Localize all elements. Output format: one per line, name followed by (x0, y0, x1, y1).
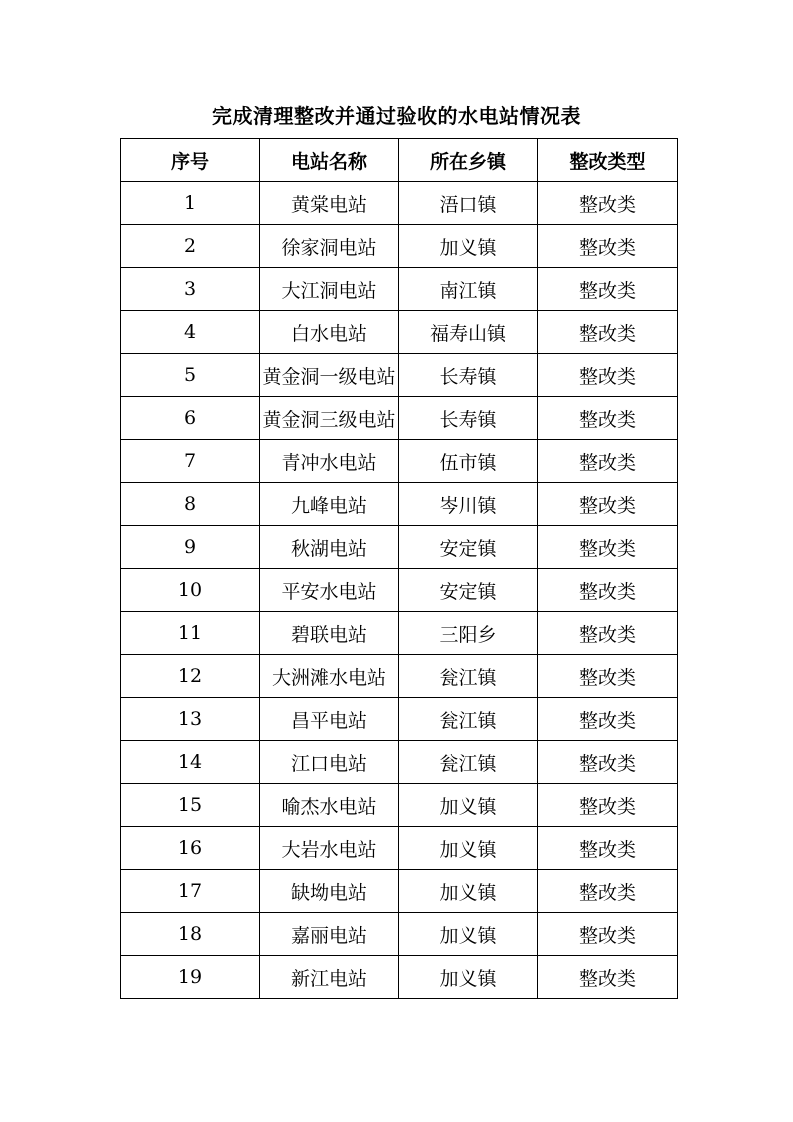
cell-station-name: 青冲水电站 (260, 440, 399, 483)
cell-rectification-type: 整改类 (538, 612, 678, 655)
cell-station-name: 徐家洞电站 (260, 225, 399, 268)
table-row (121, 698, 678, 741)
cell-rectification-type: 整改类 (538, 956, 678, 999)
page-title: 完成清理整改并通过验收的水电站情况表 (212, 104, 581, 128)
header-station-name: 电站名称 (260, 139, 399, 182)
cell-township: 福寿山镇 (399, 311, 538, 354)
cell-rectification-type: 整改类 (538, 268, 678, 311)
table-row (121, 440, 678, 483)
header-township: 所在乡镇 (399, 139, 538, 182)
cell-index: 3 (121, 268, 260, 311)
table-row (121, 784, 678, 827)
cell-township: 三阳乡 (399, 612, 538, 655)
cell-rectification-type: 整改类 (538, 397, 678, 440)
cell-station-name: 昌平电站 (260, 698, 399, 741)
table-header-row (121, 139, 678, 182)
table-row (121, 956, 678, 999)
cell-township: 加义镇 (399, 827, 538, 870)
cell-rectification-type: 整改类 (538, 483, 678, 526)
cell-rectification-type: 整改类 (538, 526, 678, 569)
cell-station-name: 嘉丽电站 (260, 913, 399, 956)
cell-index: 6 (121, 397, 260, 440)
cell-station-name: 九峰电站 (260, 483, 399, 526)
cell-index: 7 (121, 440, 260, 483)
cell-rectification-type: 整改类 (538, 784, 678, 827)
cell-station-name: 新江电站 (260, 956, 399, 999)
cell-index: 8 (121, 483, 260, 526)
cell-township: 瓮江镇 (399, 698, 538, 741)
cell-index: 17 (121, 870, 260, 913)
table-row (121, 569, 678, 612)
cell-index: 19 (121, 956, 260, 999)
table-row (121, 397, 678, 440)
cell-station-name: 平安水电站 (260, 569, 399, 612)
cell-station-name: 黄棠电站 (260, 182, 399, 225)
hydropower-station-table (120, 138, 678, 999)
cell-township: 伍市镇 (399, 440, 538, 483)
table-row (121, 612, 678, 655)
table-row (121, 225, 678, 268)
table-row (121, 182, 678, 225)
cell-station-name: 黄金洞三级电站 (260, 397, 399, 440)
cell-station-name: 白水电站 (260, 311, 399, 354)
table-row (121, 913, 678, 956)
cell-index: 10 (121, 569, 260, 612)
table-row (121, 526, 678, 569)
cell-rectification-type: 整改类 (538, 741, 678, 784)
table-row (121, 870, 678, 913)
cell-township: 瓮江镇 (399, 655, 538, 698)
cell-station-name: 黄金洞一级电站 (260, 354, 399, 397)
table-row (121, 741, 678, 784)
cell-index: 11 (121, 612, 260, 655)
cell-township: 安定镇 (399, 569, 538, 612)
cell-rectification-type: 整改类 (538, 827, 678, 870)
cell-rectification-type: 整改类 (538, 440, 678, 483)
cell-index: 16 (121, 827, 260, 870)
table-row (121, 311, 678, 354)
cell-station-name: 碧联电站 (260, 612, 399, 655)
table-row (121, 483, 678, 526)
cell-township: 加义镇 (399, 870, 538, 913)
cell-township: 南江镇 (399, 268, 538, 311)
cell-station-name: 大岩水电站 (260, 827, 399, 870)
cell-station-name: 大江洞电站 (260, 268, 399, 311)
cell-township: 长寿镇 (399, 354, 538, 397)
cell-index: 5 (121, 354, 260, 397)
cell-township: 加义镇 (399, 784, 538, 827)
cell-township: 长寿镇 (399, 397, 538, 440)
cell-township: 浯口镇 (399, 182, 538, 225)
cell-township: 加义镇 (399, 956, 538, 999)
header-index: 序号 (121, 139, 260, 182)
cell-rectification-type: 整改类 (538, 182, 678, 225)
cell-township: 岑川镇 (399, 483, 538, 526)
cell-township: 加义镇 (399, 225, 538, 268)
cell-station-name: 江口电站 (260, 741, 399, 784)
table-row (121, 354, 678, 397)
cell-index: 12 (121, 655, 260, 698)
cell-township: 安定镇 (399, 526, 538, 569)
cell-index: 4 (121, 311, 260, 354)
cell-rectification-type: 整改类 (538, 225, 678, 268)
cell-rectification-type: 整改类 (538, 311, 678, 354)
cell-index: 2 (121, 225, 260, 268)
cell-rectification-type: 整改类 (538, 354, 678, 397)
cell-township: 瓮江镇 (399, 741, 538, 784)
header-rectification-type: 整改类型 (538, 139, 678, 182)
table-row (121, 268, 678, 311)
cell-station-name: 大洲滩水电站 (260, 655, 399, 698)
cell-index: 13 (121, 698, 260, 741)
cell-index: 1 (121, 182, 260, 225)
cell-rectification-type: 整改类 (538, 569, 678, 612)
cell-township: 加义镇 (399, 913, 538, 956)
cell-index: 14 (121, 741, 260, 784)
table-row (121, 655, 678, 698)
cell-rectification-type: 整改类 (538, 870, 678, 913)
table-row (121, 827, 678, 870)
cell-rectification-type: 整改类 (538, 913, 678, 956)
cell-rectification-type: 整改类 (538, 698, 678, 741)
cell-index: 15 (121, 784, 260, 827)
cell-index: 18 (121, 913, 260, 956)
cell-station-name: 喻杰水电站 (260, 784, 399, 827)
cell-station-name: 缺坳电站 (260, 870, 399, 913)
cell-station-name: 秋湖电站 (260, 526, 399, 569)
cell-rectification-type: 整改类 (538, 655, 678, 698)
cell-index: 9 (121, 526, 260, 569)
